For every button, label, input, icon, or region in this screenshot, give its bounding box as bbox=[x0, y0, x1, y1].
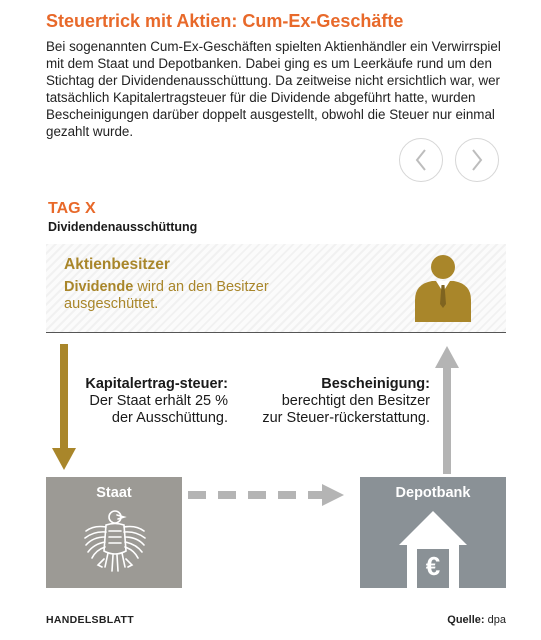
chevron-left-icon bbox=[414, 148, 428, 172]
source-label bbox=[447, 614, 506, 626]
bank-box bbox=[360, 477, 506, 588]
next-button[interactable] bbox=[455, 138, 499, 182]
source-label-term: Quelle: bbox=[447, 614, 485, 626]
shareholder-title: Aktienbesitzer bbox=[64, 256, 170, 273]
certificate-note-text: berechtigt den Besitzer zur Steuer-rückerstattung. bbox=[262, 393, 430, 426]
euro-icon: € bbox=[425, 551, 441, 581]
bank-label: Depotbank bbox=[395, 485, 471, 501]
dividend-term: Dividende bbox=[64, 279, 134, 295]
state-box bbox=[46, 477, 182, 588]
day-label: TAG X bbox=[48, 200, 96, 217]
tax-note bbox=[66, 376, 228, 427]
dashed-arrow-icon bbox=[188, 484, 356, 506]
businessman-icon bbox=[412, 252, 474, 324]
shareholder-box bbox=[46, 244, 506, 333]
chevron-right-icon bbox=[470, 148, 484, 172]
tax-note-text: Der Staat erhält 25 % der Ausschüttung. bbox=[89, 393, 228, 426]
shareholder-text bbox=[64, 279, 334, 313]
source-value: dpa bbox=[484, 614, 506, 626]
intro-text: Bei sogenannten Cum-Ex-Geschäften spielten Aktienhändler ein Verwirrspiel mit dem Staat und Depotbanken. Dabei ging es um Leerkäufe rund um den Stichtag der Dividendenausschüttung. Da zeitweise nicht ersichtlich war, wer tatsächlich Kapitalertragsteuer für die Dividende abgeführt hatte, wurden Bescheinigungen darüber doppelt ausgestellt, obwohl die Steuer nur einmal gezahlt wurde. bbox=[46, 39, 501, 139]
certificate-note-term: Bescheinigung: bbox=[321, 376, 430, 392]
publisher-label: HANDELSBLATT bbox=[46, 614, 134, 626]
tax-note-term: Kapitalertrag-steuer: bbox=[85, 376, 228, 392]
page-title: Steuertrick mit Aktien: Cum-Ex-Geschäfte bbox=[46, 11, 404, 31]
shareholder-text-rest: wird an den Besitzer ausgeschüttet. bbox=[64, 279, 269, 312]
federal-eagle-icon bbox=[84, 507, 146, 588]
arrow-up-icon bbox=[435, 346, 459, 474]
prev-button[interactable] bbox=[399, 138, 443, 182]
state-label: Staat bbox=[96, 485, 132, 501]
event-label: Dividendenausschüttung bbox=[48, 220, 198, 234]
certificate-note bbox=[262, 376, 430, 427]
